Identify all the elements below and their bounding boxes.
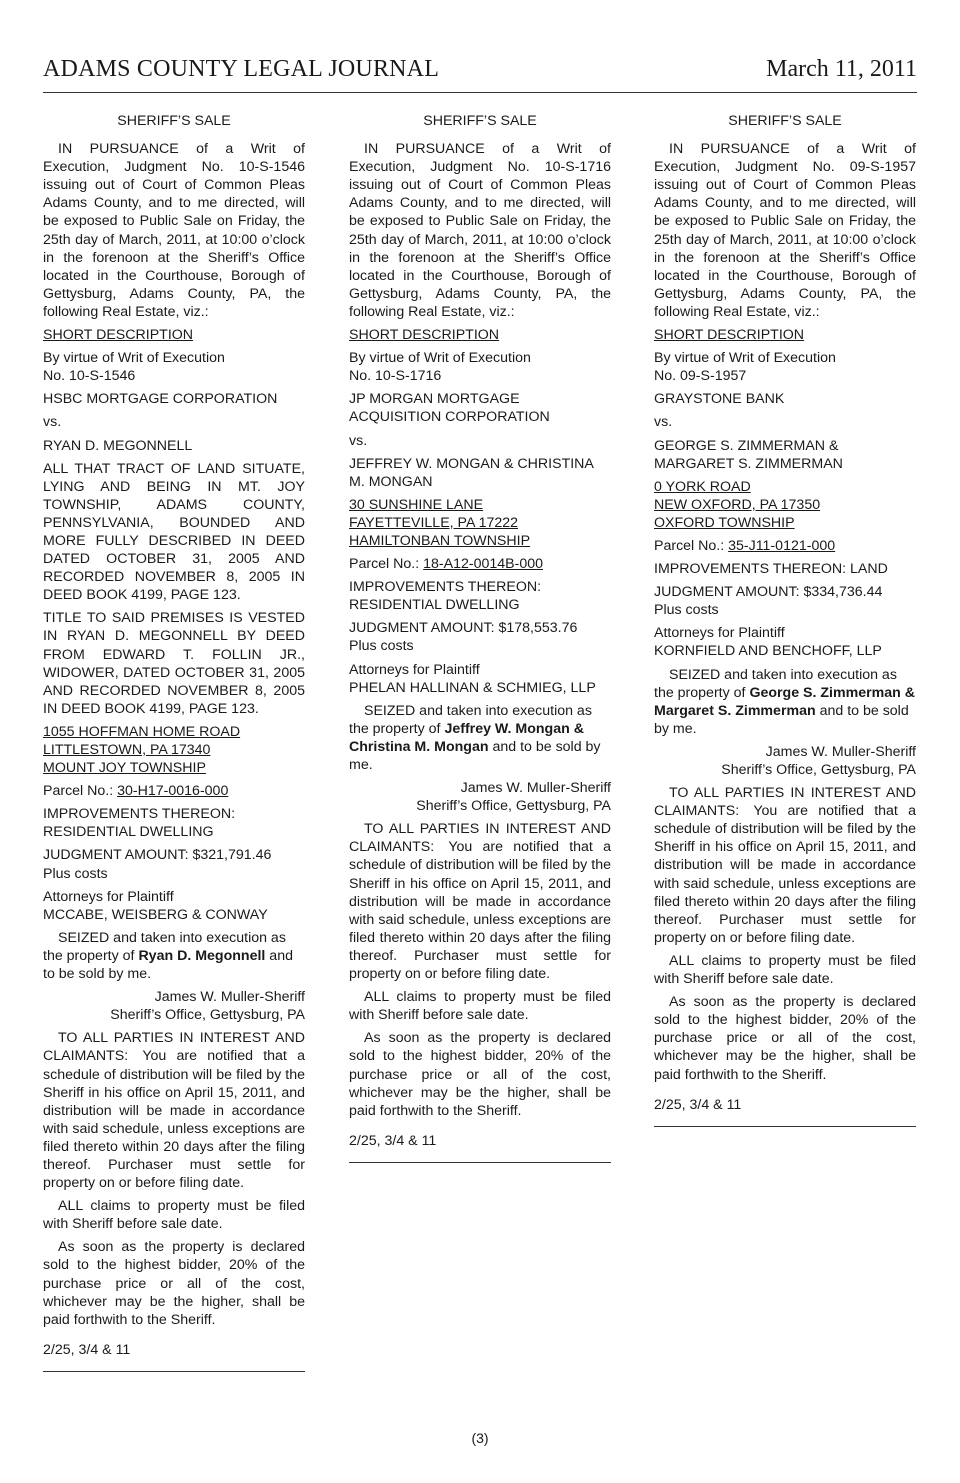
payment-notice: As soon as the property is declared sold to the highest bidder, 20% of the purchase price or all of the cost, whichever may be the higher, shall be paid forthwith to the Sheriff. [349,1030,611,1119]
by-virtue: By virtue of Writ of Execution [654,350,836,367]
judgment: JUDGMENT AMOUNT: $178,553.76 Plus costs [349,620,578,655]
parcel-value: 35-J11-0121-000 [728,537,836,554]
seized-statement: SEIZED and taken into execution as the property of George S. Zimmerman & Margaret S. Zimmerman and to be sold by me. [654,666,916,737]
attorney-firm: PHELAN HALLINAN & SCHMIEG, LLP [349,679,596,696]
parcel-value: 30-H17-0016-000 [117,783,229,800]
improvements-value: IMPROVEMENTS THEREON: LAND [654,561,888,578]
versus: vs. [43,414,62,431]
short-description-label: SHORT DESCRIPTION [43,327,194,344]
defendant: GEORGE S. ZIMMERMAN & MARGARET S. ZIMMERMAN [654,437,843,472]
property-address [349,496,611,550]
address-line-3: MOUNT JOY TOWNSHIP [43,760,206,777]
notice-end-rule [654,1126,916,1127]
judgment-amount: JUDGMENT AMOUNT: $321,791.46 [43,847,272,864]
attorneys: Attorneys for Plaintiff PHELAN HALLINAN & SCHMIEG, LLP [349,661,596,696]
notice-end-rule [349,1162,611,1163]
writ-block [43,349,305,385]
page-number: (3) [471,1430,489,1446]
defendant: RYAN D. MEGONNELL [43,437,193,454]
versus: vs. [349,432,368,449]
parcel-number: Parcel No.: 30-H17-0016-000 [43,783,229,800]
notice-intro: IN PURSUANCE of a Writ of Execution, Judgment No. 09-S-1957 issuing out of Court of Common Pleas Adams County, and to me directed, will be exposed to Public Sale on Friday, the 25th day of March, 2011, at 10:00 o’clock in the forenoon at the Sheriff’s Office located in the Courthouse, Borough of Gettysburg, Adams County, PA, the following Real Estate, viz.: [654,141,916,320]
sheriff-sale-notice-3 [654,112,916,1127]
parcel-value: 18-A12-0014B-000 [423,556,544,573]
claims-notice: ALL claims to property must be filed with Sheriff before sale date. [654,952,916,988]
address-line-1: 1055 HOFFMAN HOME ROAD [43,723,241,740]
notice-heading: SHERIFF’S SALE [728,113,842,129]
attorneys: Attorneys for Plaintiff MCCABE, WEISBERG & CONWAY [43,888,268,923]
judgment: JUDGMENT AMOUNT: $334,736.44 Plus costs [654,584,883,619]
distribution-notice: TO ALL PARTIES IN INTEREST AND CLAIMANTS: You are notified that a schedule of distribution will be filed by the Sheriff in his office on April 15, 2011, and distribution will be made in accordance with said schedule, unless exceptions are filed thereto within 20 days after the filing thereof. Purchaser must settle for property on or before filing date. [654,785,916,946]
publication-dates: 2/25, 3/4 & 11 [349,1132,437,1149]
address-line-1: 30 SUNSHINE LANE [349,496,484,513]
address-line-3: OXFORD TOWNSHIP [654,514,795,531]
claims-notice: ALL claims to property must be filed with Sheriff before sale date. [349,989,611,1024]
defendant: JEFFREY W. MONGAN & CHRISTINA M. MONGAN [349,455,594,490]
owner-name: Ryan D. Megonnell [138,947,266,964]
publication-dates: 2/25, 3/4 & 11 [654,1096,742,1113]
seized-statement: SEIZED and taken into execution as the property of Jeffrey W. Mongan & Christina M. Mongan and to be sold by me. [349,702,601,773]
improvements: IMPROVEMENTS THEREON: RESIDENTIAL DWELLING [43,806,236,841]
notice-heading: SHERIFF’S SALE [423,113,537,129]
judgment-amount: JUDGMENT AMOUNT: $334,736.44 [654,584,883,601]
sheriff-signature: James W. Muller-Sheriff Sheriff’s Office, Gettysburg, PA [721,743,916,778]
claims-notice: ALL claims to property must be filed with Sheriff before sale date. [43,1198,305,1233]
sheriff-sale-notice-2 [349,112,611,1163]
parcel-number: Parcel No.: 18-A12-0014B-000 [349,556,544,573]
improvements-value: RESIDENTIAL DWELLING [349,597,520,614]
short-description-label: SHORT DESCRIPTION [349,327,500,344]
attorneys: Attorneys for Plaintiff KORNFIELD AND BENCHOFF, LLP [654,625,882,660]
journal-header [43,54,917,93]
improvements: IMPROVEMENTS THEREON: RESIDENTIAL DWELLING [349,579,542,614]
plaintiff: GRAYSTONE BANK [654,391,785,408]
by-virtue: By virtue of Writ of Execution [43,350,225,367]
plaintiff: HSBC MORTGAGE CORPORATION [43,391,278,408]
payment-notice: As soon as the property is declared sold to the highest bidder, 20% of the purchase price or all of the cost, whichever may be the higher, shall be paid forthwith to the Sheriff. [43,1239,305,1328]
plaintiff: JP MORGAN MORTGAGE ACQUISITION CORPORATION [349,391,550,426]
issue-date: March 11, 2011 [766,56,917,82]
distribution-notice: TO ALL PARTIES IN INTEREST AND CLAIMANTS: You are notified that a schedule of distribution will be filed by the Sheriff in his office on April 15, 2011, and distribution will be made in accordance with said schedule, unless exceptions are filed thereto within 20 days after the filing thereof. Purchaser must settle for property on or before filing date. [43,1030,305,1192]
owner-name: George S. Zimmerman & Margaret S. Zimmerman [654,684,916,719]
notice-intro: IN PURSUANCE of a Writ of Execution, Judgment No. 10-S-1716 issuing out of Court of Common Pleas Adams County, and to me directed, will be exposed to Public Sale on Friday, the 25th day of March, 2011, at 10:00 o’clock in the forenoon at the Sheriff’s Office located in the Courthouse, Borough of Gettysburg, Adams County, PA, the following Real Estate, viz.: [349,141,611,320]
writ-number: No. 10-S-1546 [43,368,136,385]
journal-title: ADAMS COUNTY LEGAL JOURNAL [43,56,440,82]
by-virtue: By virtue of Writ of Execution [349,350,531,367]
sheriff-signature: James W. Muller-Sheriff Sheriff’s Office, Gettysburg, PA [416,780,611,815]
judgment-amount: JUDGMENT AMOUNT: $178,553.76 [349,620,578,637]
seized-statement: SEIZED and taken into execution as the property of Ryan D. Megonnell and to be sold by me. [43,929,293,983]
judgment: JUDGMENT AMOUNT: $321,791.46 Plus costs [43,847,272,882]
payment-notice: As soon as the property is declared sold to the highest bidder, 20% of the purchase price or all of the cost, whichever may be the higher, shall be paid forthwith to the Sheriff. [654,994,916,1083]
writ-block [349,349,611,385]
notice-intro: IN PURSUANCE of a Writ of Execution, Judgment No. 10-S-1546 issuing out of Court of Common Pleas Adams County, and to me directed, will be exposed to Public Sale on Friday, the 25th day of March, 2011, at 10:00 o’clock in the forenoon at the Sheriff’s Office located in the Courthouse, Borough of Gettysburg, Adams County, PA, the following Real Estate, viz.: [43,141,305,320]
writ-block [654,349,916,385]
distribution-notice: TO ALL PARTIES IN INTEREST AND CLAIMANTS: You are notified that a schedule of distribution will be filed by the Sheriff in his office on April 15, 2011, and distribution will be made in accordance with said schedule, unless exceptions are filed thereto within 20 days after the filing thereof. Purchaser must settle for property on or before filing date. [349,821,611,983]
address-line-3: HAMILTONBAN TOWNSHIP [349,532,531,549]
property-address [43,723,305,777]
address-line-1: 0 YORK ROAD [654,478,751,495]
attorney-firm: KORNFIELD AND BENCHOFF, LLP [654,643,882,660]
publication-dates: 2/25, 3/4 & 11 [43,1341,131,1358]
legal-description: ALL THAT TRACT OF LAND SITUATE, LYING AND BEING IN MT. JOY TOWNSHIP, ADAMS COUNTY, PENNSYLVANIA, BOUNDED AND MORE FULLY DESCRIBED IN DEED DATED OCTOBER 31, 2005 AND RECORDED NOVEMBER 8, 2005 IN DEED BOOK 4199, PAGE 123. [43,460,305,604]
improvements-value: RESIDENTIAL DWELLING [43,824,214,841]
sheriff-sale-notice-1 [43,112,305,1372]
attorney-firm: MCCABE, WEISBERG & CONWAY [43,906,268,923]
short-description-label: SHORT DESCRIPTION [654,327,805,344]
address-line-2: FAYETTEVILLE, PA 17222 [349,514,519,531]
parcel-number: Parcel No.: 35-J11-0121-000 [654,537,836,554]
sheriff-signature: James W. Muller-Sheriff Sheriff’s Office, Gettysburg, PA [110,989,305,1024]
notice-heading: SHERIFF’S SALE [117,113,231,129]
owner-name: Jeffrey W. Mongan & Christina M. Mongan [349,720,584,755]
title-vesting: TITLE TO SAID PREMISES IS VESTED IN RYAN D. MEGONNELL BY DEED FROM EDWARD T. FOLLIN JR., WIDOWER, DATED OCTOBER 31, 2005 AND RECORDED NOVEMBER 8, 2005 IN DEED BOOK 4199, PAGE 123. [43,610,305,717]
property-address [654,478,916,532]
notice-end-rule [43,1371,305,1372]
address-line-2: NEW OXFORD, PA 17350 [654,496,821,513]
writ-number: No. 09-S-1957 [654,368,747,385]
address-line-2: LITTLESTOWN, PA 17340 [43,742,211,758]
versus: vs. [654,414,673,431]
writ-number: No. 10-S-1716 [349,368,442,385]
